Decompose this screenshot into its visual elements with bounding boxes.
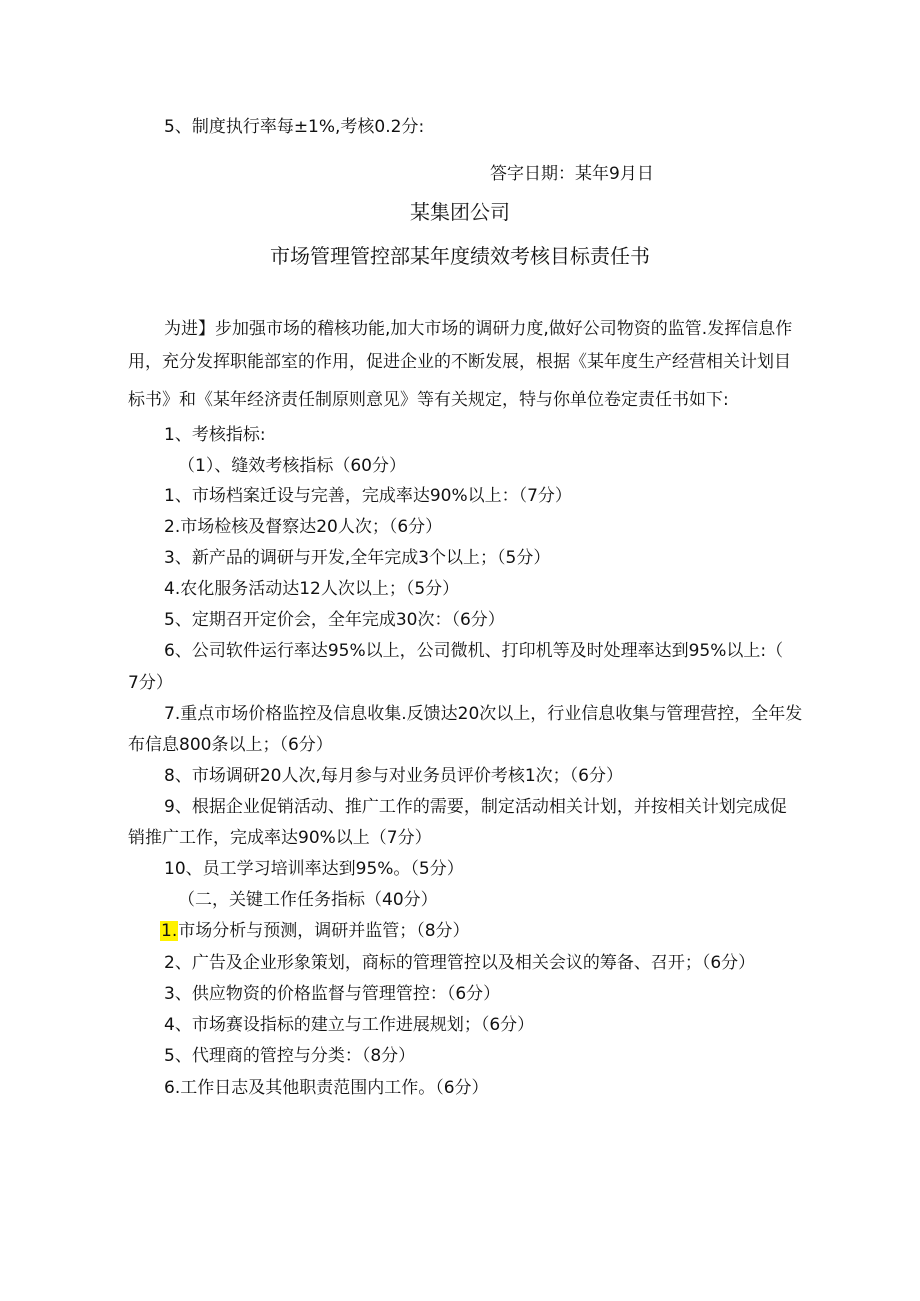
- key-item: 6.工作日志及其他职责范围内工作。（6分）: [164, 1078, 489, 1098]
- key-item: 2、广告及企业形象策划，商标的管理管控以及相关会议的筹备、召开；（6分）: [164, 953, 756, 973]
- sign-date: 答字日期：某年9月日: [490, 164, 654, 184]
- perf-item-cont: 布信息800条以上；（6分）: [128, 735, 333, 755]
- perf-item: 7.重点市场价格监控及信息收集.反馈达20次以上，行业信息收集与管理营控，全年发: [164, 704, 803, 724]
- perf-item: 10、员工学习培训率达到95%。（5分）: [164, 859, 464, 879]
- intro-line: 标书》和《某年经济责任制原则意见》等有关规定，特与你单位卷定责任书如下:: [128, 390, 729, 410]
- perf-item: 3、新产品的调研与开发,全年完成3个以上；（5分）: [164, 548, 551, 568]
- top-item: 5、制度执行率每±1%,考核0.2分:: [164, 117, 425, 137]
- perf-item: 4.农化服务活动达12人次以上；（5分）: [164, 579, 460, 599]
- key-item: [160, 920, 470, 942]
- section-heading: 1、考核指标:: [164, 425, 266, 445]
- key-item: 3、供应物资的价格监督与管理管控：（6分）: [164, 984, 501, 1004]
- perf-item: 1、市场档案迁设与完善，完成率达90%以上：（7分）: [164, 486, 572, 506]
- document-title: 市场管理管控部某年度绩效考核目标责任书: [270, 244, 650, 268]
- perf-item-cont: 销推广工作，完成率达90%以上（7分）: [128, 828, 432, 848]
- subsection-heading: （1）、缝效考核指标（60分）: [178, 456, 406, 476]
- perf-item: 8、市场调研20人次,每月参与对业务员评价考核1次；（6分）: [164, 766, 623, 786]
- title-company: 某集团公司: [410, 200, 510, 224]
- key-item-text: 市场分析与预测，调研并监管；（8分）: [178, 921, 470, 941]
- perf-item-cont: 7分）: [128, 673, 173, 693]
- perf-item: 5、定期召开定价会，全年完成30次：（6分）: [164, 610, 505, 630]
- key-item: 4、市场赛设指标的建立与工作进展规划；（6分）: [164, 1015, 535, 1035]
- perf-item: 6、公司软件运行率达95%以上，公司微机、打印机等及时处理率达到95%以上:（: [164, 641, 784, 661]
- highlight-mark: 1.: [161, 921, 178, 941]
- intro-line: 为进】步加强市场的稽核功能,加大市场的调研力度,做好公司物资的监管.发挥信息作: [164, 319, 793, 339]
- subsection-heading: （二，关键工作任务指标（40分）: [178, 890, 438, 910]
- perf-item: 9、根据企业促销活动、推广工作的需要，制定活动相关计划，并按相关计划完成促: [164, 797, 787, 817]
- intro-line: 用，充分发挥职能部室的作用，促进企业的不断发展，根据《某年度生产经营相关计划目: [128, 352, 791, 372]
- perf-item: 2.市场检核及督察达20人次；（6分）: [164, 517, 443, 537]
- key-item: 5、代理商的管控与分类：（8分）: [164, 1046, 416, 1066]
